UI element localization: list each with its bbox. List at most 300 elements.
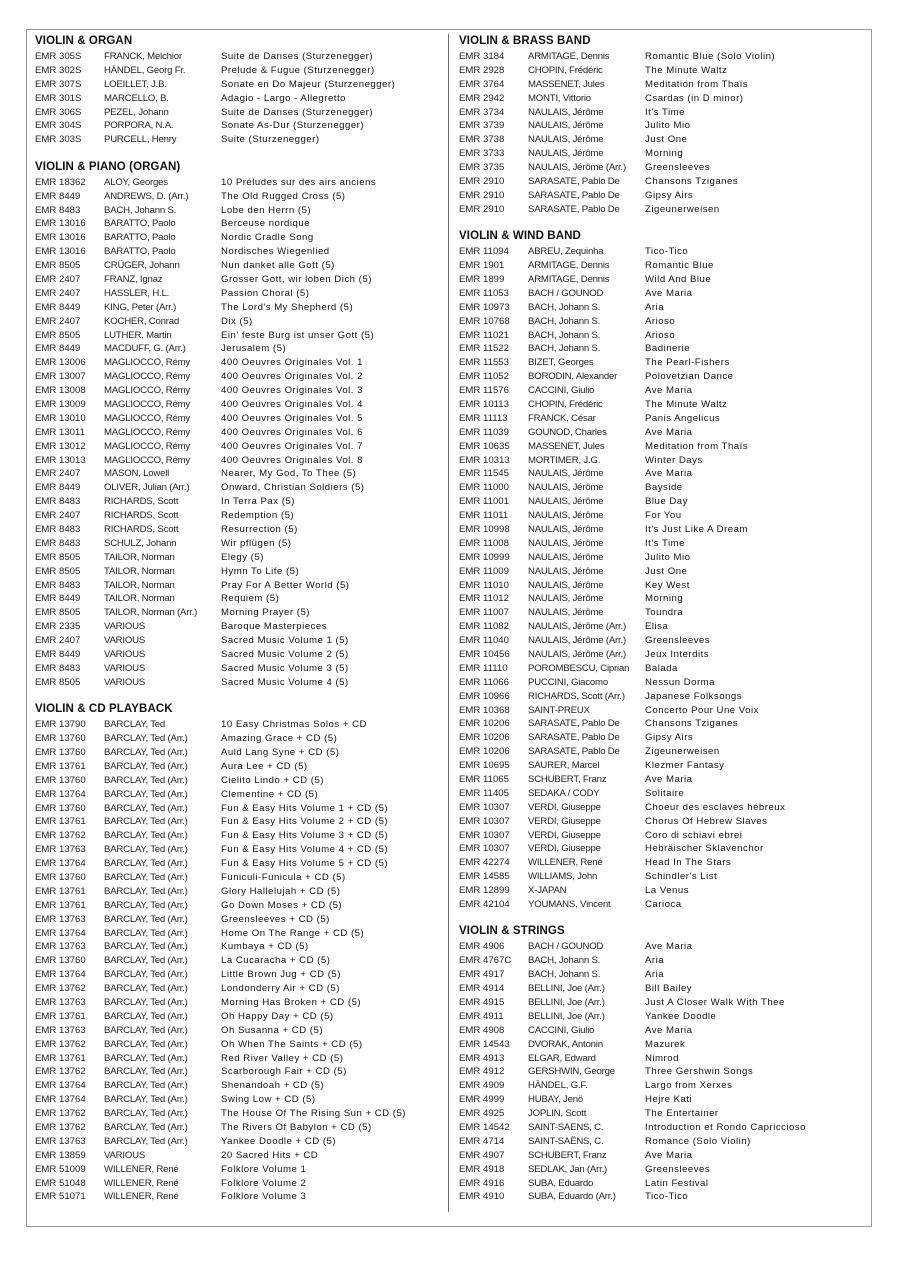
- catalog-composer: SARASATE, Pablo De: [528, 189, 620, 201]
- catalog-row: [459, 342, 864, 356]
- column-divider: [448, 34, 449, 1212]
- catalog-composer: BACH, Johann S.: [528, 301, 601, 313]
- catalog-composer: NAULAIS, Jérôme: [528, 524, 604, 535]
- catalog-title: Morning Prayer (5): [221, 607, 310, 619]
- catalog-title: Romantic Blue: [645, 260, 714, 272]
- catalog-composer: MAGLIOCCO, Rémy: [104, 385, 191, 397]
- catalog-title: The Minute Waltz: [645, 64, 728, 76]
- catalog-composer: BARCLAY, Ted (Arr.): [104, 746, 188, 758]
- catalog-row: [459, 773, 864, 787]
- catalog-row: [35, 1149, 440, 1163]
- catalog-composer: WILLENER, René: [528, 857, 603, 869]
- catalog-title: Badinerie: [645, 343, 691, 355]
- catalog-title: It's Time: [645, 106, 685, 118]
- catalog-composer: BACH, Johann S.: [104, 204, 177, 216]
- catalog-code: EMR 13007: [35, 371, 86, 383]
- catalog-title: Ave Maria: [645, 385, 693, 397]
- catalog-composer: SAINT-SAËNS, C.: [528, 1135, 604, 1147]
- catalog-title: Sacred Music Volume 3 (5): [221, 662, 349, 674]
- catalog-row: [459, 203, 864, 217]
- catalog-title: Amazing Grace + CD (5): [221, 733, 338, 745]
- catalog-code: EMR 8483: [35, 524, 81, 535]
- section-heading: VIOLIN & PIANO (ORGAN): [35, 160, 181, 173]
- catalog-composer: VARIOUS: [104, 649, 146, 661]
- catalog-composer: NAULAIS, Jérôme: [528, 565, 604, 577]
- catalog-composer: BARCLAY, Ted (Arr.): [104, 1038, 188, 1050]
- catalog-code: EMR 13760: [35, 774, 86, 786]
- catalog-title: Londonderry Air + CD (5): [221, 983, 340, 995]
- catalog-composer: VERDI, Giuseppe: [528, 829, 601, 841]
- catalog-title: 400 Oeuvres Originales Vol. 5: [221, 412, 363, 424]
- catalog-row: [35, 287, 440, 301]
- catalog-row: [35, 760, 440, 774]
- catalog-title: Go Down Moses + CD (5): [221, 899, 343, 911]
- catalog-title: Aria: [645, 955, 665, 967]
- catalog-row: [35, 829, 440, 843]
- catalog-title: Carioca: [645, 899, 682, 911]
- catalog-title: Three Gershwin Songs: [645, 1066, 754, 1078]
- catalog-code: EMR 13760: [35, 746, 86, 758]
- catalog-row: [459, 759, 864, 773]
- catalog-code: EMR 8483: [35, 204, 81, 216]
- catalog-title: Suite de Danses (Sturzenegger): [221, 106, 374, 118]
- catalog-title: Nordic Cradle Song: [221, 232, 314, 244]
- catalog-row: [459, 1079, 864, 1093]
- catalog-composer: RICHARDS, Scott: [104, 496, 179, 508]
- catalog-code: EMR 13008: [35, 385, 86, 397]
- catalog-composer: NAULAIS, Jérôme: [528, 482, 604, 494]
- catalog-title: Chansons Tziganes: [645, 718, 739, 730]
- catalog-row: [459, 147, 864, 161]
- catalog-row: [459, 1065, 864, 1079]
- catalog-composer: BARCLAY, Ted (Arr.): [104, 774, 188, 786]
- catalog-code: EMR 12899: [459, 885, 510, 897]
- catalog-title: Morning: [645, 148, 684, 160]
- catalog-title: 400 Oeuvres Originales Vol. 6: [221, 426, 363, 438]
- catalog-composer: NAULAIS, Jérôme (Arr.): [528, 162, 626, 174]
- catalog-composer: BARATTO, Paolo: [104, 232, 176, 244]
- catalog-title: Tico-Tico: [645, 1191, 689, 1203]
- catalog-title: Little Brown Jug + CD (5): [221, 969, 341, 981]
- catalog-title: Suite (Sturzenegger): [221, 134, 320, 146]
- catalog-title: The Old Rugged Cross (5): [221, 190, 346, 202]
- catalog-title: Just A Closer Walk With Thee: [645, 997, 785, 1008]
- catalog-row: [459, 940, 864, 954]
- catalog-title: Key West: [645, 579, 690, 591]
- catalog-title: Redemption (5): [221, 510, 295, 522]
- catalog-code: EMR 10206: [459, 746, 510, 758]
- catalog-composer: NAULAIS, Jérôme (Arr.): [528, 649, 626, 661]
- catalog-title: Oh Happy Day + CD (5): [221, 1010, 334, 1022]
- catalog-title: The Entertainer: [645, 1108, 719, 1120]
- catalog-code: EMR 8449: [35, 301, 81, 313]
- catalog-row: [459, 1135, 864, 1149]
- catalog-composer: NAULAIS, Jérôme (Arr.): [528, 621, 626, 633]
- catalog-row: [459, 579, 864, 593]
- catalog-row: [35, 1038, 440, 1052]
- catalog-row: [35, 676, 440, 690]
- catalog-row: [459, 64, 864, 78]
- catalog-row: [459, 259, 864, 273]
- catalog-row: [459, 78, 864, 92]
- catalog-code: EMR 13763: [35, 1135, 86, 1147]
- section-heading: VIOLIN & CD PLAYBACK: [35, 703, 173, 716]
- catalog-title: Jerusalem (5): [221, 343, 287, 355]
- catalog-code: EMR 3739: [459, 120, 505, 132]
- catalog-code: EMR 8505: [35, 676, 81, 688]
- catalog-title: Klezmer Fantasy: [645, 760, 725, 772]
- catalog-code: EMR 10368: [459, 704, 510, 716]
- catalog-title: Sacred Music Volume 1 (5): [221, 635, 349, 647]
- catalog-row: [459, 620, 864, 634]
- catalog-title: Greensleeves: [645, 1163, 711, 1175]
- catalog-row: [35, 190, 440, 204]
- catalog-row: [35, 592, 440, 606]
- section-violin-organ: [35, 34, 440, 147]
- catalog-row: [35, 1135, 440, 1149]
- catalog-composer: SEDLAK, Jan (Arr.): [528, 1163, 608, 1175]
- catalog-code: EMR 8505: [35, 565, 81, 577]
- catalog-code: EMR 2407: [35, 315, 81, 327]
- catalog-composer: BARCLAY, Ted (Arr.): [104, 788, 188, 800]
- catalog-row: [35, 384, 440, 398]
- catalog-composer: HÄNDEL, G.F.: [528, 1080, 588, 1092]
- catalog-row: [459, 856, 864, 870]
- catalog-composer: WILLENER, René: [104, 1177, 179, 1189]
- catalog-title: Nessun Dorma: [645, 676, 715, 688]
- catalog-code: EMR 301S: [35, 92, 82, 104]
- catalog-composer: MAGLIOCCO, Rémy: [104, 398, 191, 410]
- catalog-code: EMR 11011: [459, 510, 509, 522]
- catalog-title: Berceuse nordique: [221, 218, 311, 230]
- catalog-composer: MAGLIOCCO, Rémy: [104, 454, 191, 466]
- catalog-composer: YOUMANS, Vincent: [528, 899, 611, 911]
- catalog-code: EMR 3733: [459, 148, 505, 160]
- catalog-code: EMR 10307: [459, 815, 510, 827]
- catalog-row: [35, 315, 440, 329]
- catalog-composer: NAULAIS, Jérôme: [528, 120, 604, 132]
- catalog-title: Folklore Volume 3: [221, 1191, 307, 1203]
- catalog-title: Elisa: [645, 621, 669, 633]
- catalog-code: EMR 14543: [459, 1038, 510, 1050]
- catalog-code: EMR 1899: [459, 273, 505, 285]
- catalog-row: [35, 176, 440, 190]
- catalog-composer: HASSLER, H.L.: [104, 287, 170, 299]
- catalog-code: EMR 8505: [35, 260, 81, 272]
- catalog-code: EMR 13762: [35, 1122, 86, 1134]
- catalog-composer: PURCELL, Henry: [104, 134, 177, 146]
- catalog-row: [459, 398, 864, 412]
- catalog-composer: RICHARDS, Scott: [104, 510, 179, 522]
- catalog-title: Ave Maria: [645, 774, 693, 786]
- catalog-composer: SARASATE, Pablo De: [528, 176, 620, 188]
- catalog-row: [35, 398, 440, 412]
- catalog-code: EMR 8449: [35, 343, 81, 355]
- catalog-title: 20 Sacred Hits + CD: [221, 1149, 319, 1161]
- catalog-composer: BARCLAY, Ted (Arr.): [104, 969, 188, 981]
- catalog-code: EMR 8505: [35, 551, 81, 563]
- catalog-title: 400 Oeuvres Originales Vol. 8: [221, 454, 363, 466]
- catalog-code: EMR 13762: [35, 1108, 86, 1120]
- catalog-row: [459, 801, 864, 815]
- catalog-row: [35, 662, 440, 676]
- catalog-title: Fun & Easy Hits Volume 1 + CD (5): [221, 802, 389, 814]
- catalog-code: EMR 4915: [459, 997, 505, 1008]
- catalog-code: EMR 13006: [35, 357, 86, 369]
- catalog-row: [35, 954, 440, 968]
- catalog-title: Swing Low + CD (5): [221, 1094, 316, 1106]
- catalog-title: Julito Mio: [645, 120, 691, 132]
- catalog-code: EMR 11040: [459, 635, 509, 647]
- catalog-title: Ave Maria: [645, 1024, 693, 1036]
- catalog-code: EMR 306S: [35, 106, 82, 118]
- catalog-row: [459, 982, 864, 996]
- catalog-title: Kumbaya + CD (5): [221, 941, 309, 953]
- catalog-title: Yankee Doodle: [645, 1010, 717, 1022]
- catalog-title: Adagio - Largo - Allegretto: [221, 92, 346, 104]
- catalog-composer: SAINT-PREUX: [528, 704, 590, 716]
- catalog-title: 400 Oeuvres Originales Vol. 3: [221, 385, 363, 397]
- catalog-title: Gipsy Airs: [645, 189, 694, 201]
- catalog-row: [459, 301, 864, 315]
- catalog-code: EMR 13760: [35, 802, 86, 814]
- catalog-code: EMR 51009: [35, 1163, 86, 1175]
- catalog-composer: BARCLAY, Ted (Arr.): [104, 802, 188, 814]
- catalog-row: [35, 1163, 440, 1177]
- catalog-composer: TAILOR, Norman: [104, 565, 175, 577]
- catalog-row: [35, 802, 440, 816]
- catalog-composer: HUBAY, Jenö: [528, 1094, 584, 1106]
- catalog-composer: VERDI, Giuseppe: [528, 801, 601, 813]
- catalog-code: EMR 11001: [459, 496, 509, 508]
- catalog-title: Blue Day: [645, 496, 688, 508]
- catalog-row: [35, 788, 440, 802]
- catalog-composer: NAULAIS, Jérôme: [528, 106, 604, 118]
- catalog-title: The Lord's My Shepherd (5): [221, 301, 354, 313]
- catalog-code: EMR 4910: [459, 1191, 505, 1203]
- catalog-code: EMR 2928: [459, 64, 505, 76]
- catalog-composer: SARASATE, Pablo De: [528, 203, 620, 215]
- catalog-code: EMR 8449: [35, 649, 81, 661]
- catalog-row: [459, 592, 864, 606]
- catalog-title: The Minute Waltz: [645, 398, 728, 410]
- catalog-row: [459, 287, 864, 301]
- catalog-composer: DVORAK, Antonin: [528, 1038, 603, 1050]
- catalog-row: [459, 829, 864, 843]
- catalog-composer: BARCLAY, Ted (Arr.): [104, 1024, 188, 1036]
- catalog-title: Ave Maria: [645, 1149, 693, 1161]
- catalog-code: EMR 2407: [35, 510, 81, 522]
- catalog-row: [459, 467, 864, 481]
- catalog-code: EMR 10206: [459, 732, 510, 744]
- catalog-composer: SARASATE, Pablo De: [528, 718, 620, 730]
- catalog-composer: BACH, Johann S.: [528, 329, 601, 341]
- catalog-title: Nearer, My God, To Thee (5): [221, 468, 357, 480]
- catalog-code: EMR 13763: [35, 997, 86, 1008]
- catalog-title: Bayside: [645, 482, 683, 494]
- catalog-code: EMR 10113: [459, 398, 509, 410]
- catalog-composer: MAGLIOCCO, Rémy: [104, 412, 191, 424]
- catalog-row: [459, 634, 864, 648]
- catalog-title: Romance (Solo Violin): [645, 1135, 751, 1147]
- catalog-row: [35, 1107, 440, 1121]
- left-column: [35, 34, 440, 1217]
- catalog-title: 10 Préludes sur des airs anciens: [221, 176, 377, 188]
- catalog-title: Folklore Volume 2: [221, 1177, 307, 1189]
- catalog-row: [459, 898, 864, 912]
- catalog-composer: VARIOUS: [104, 621, 146, 633]
- catalog-row: [35, 495, 440, 509]
- catalog-code: EMR 10206: [459, 718, 510, 730]
- catalog-composer: WILLIAMS, John: [528, 871, 598, 883]
- catalog-composer: BARCLAY, Ted (Arr.): [104, 1066, 188, 1078]
- catalog-composer: NAULAIS, Jérôme: [528, 510, 604, 522]
- catalog-code: EMR 1901: [459, 260, 505, 272]
- catalog-row: [459, 50, 864, 64]
- catalog-title: Ave Maria: [645, 941, 693, 953]
- catalog-code: EMR 42274: [459, 857, 510, 869]
- catalog-row: [459, 106, 864, 120]
- catalog-title: Meditation from Thaïs: [645, 78, 749, 90]
- catalog-row: [35, 50, 440, 64]
- catalog-composer: PEZEL, Johann: [104, 106, 169, 118]
- catalog-row: [35, 982, 440, 996]
- catalog-title: Glory Hallelujah + CD (5): [221, 885, 341, 897]
- catalog-title: Passion Choral (5): [221, 287, 310, 299]
- catalog-row: [459, 481, 864, 495]
- catalog-composer: SAINT-SAENS, C.: [528, 1122, 604, 1134]
- catalog-title: Greensleeves + CD (5): [221, 913, 330, 925]
- catalog-row: [459, 92, 864, 106]
- catalog-code: EMR 4912: [459, 1066, 505, 1078]
- catalog-title: Chorus Of Hebrew Slaves: [645, 815, 768, 827]
- catalog-title: Oh Susanna + CD (5): [221, 1024, 324, 1036]
- catalog-title: Arioso: [645, 329, 676, 341]
- section-violin-wind-band: [459, 229, 864, 912]
- catalog-code: EMR 4714: [459, 1135, 505, 1147]
- catalog-code: EMR 11094: [459, 246, 509, 258]
- section-violin-strings: [459, 924, 864, 1204]
- catalog-title: 10 Easy Christmas Solos + CD: [221, 719, 367, 731]
- catalog-code: EMR 4907: [459, 1149, 505, 1161]
- catalog-code: EMR 13760: [35, 871, 86, 883]
- catalog-row: [459, 1190, 864, 1204]
- catalog-code: EMR 13016: [35, 218, 86, 230]
- catalog-composer: MAGLIOCCO, Rémy: [104, 371, 191, 383]
- catalog-row: [35, 940, 440, 954]
- catalog-composer: SCHUBERT, Franz: [528, 1149, 607, 1161]
- catalog-composer: BELLINI, Joe (Arr.): [528, 1010, 605, 1022]
- catalog-code: EMR 4911: [459, 1010, 504, 1022]
- catalog-title: Zigeunerweisen: [645, 746, 720, 758]
- catalog-code: EMR 4916: [459, 1177, 505, 1189]
- catalog-row: [35, 1121, 440, 1135]
- catalog-row: [35, 899, 440, 913]
- catalog-code: EMR 13762: [35, 1038, 86, 1050]
- catalog-code: EMR 303S: [35, 134, 82, 146]
- catalog-row: [35, 1177, 440, 1191]
- catalog-code: EMR 8449: [35, 482, 81, 494]
- catalog-composer: MAGLIOCCO, Rémy: [104, 426, 191, 438]
- catalog-title: Auld Lang Syne + CD (5): [221, 746, 340, 758]
- catalog-row: [459, 648, 864, 662]
- catalog-composer: BARCLAY, Ted (Arr.): [104, 941, 188, 953]
- catalog-composer: HÄNDEL, Georg Fr.: [104, 64, 186, 76]
- catalog-title: Oh When The Saints + CD (5): [221, 1038, 363, 1050]
- section-violin-cd-playback: [35, 702, 440, 1204]
- catalog-composer: NAULAIS, Jérôme (Arr.): [528, 635, 626, 647]
- catalog-composer: MAGLIOCCO, Rémy: [104, 440, 191, 452]
- section-violin-piano-organ: [35, 160, 440, 690]
- catalog-row: [35, 78, 440, 92]
- catalog-code: EMR 13761: [35, 1010, 86, 1022]
- catalog-row: [35, 565, 440, 579]
- catalog-composer: SEDAKA / CODY: [528, 787, 600, 799]
- right-column: [459, 34, 864, 1217]
- catalog-code: EMR 4908: [459, 1024, 505, 1036]
- catalog-row: [35, 606, 440, 620]
- catalog-code: EMR 4917: [459, 969, 505, 981]
- catalog-code: EMR 11066: [459, 676, 509, 688]
- catalog-composer: BACH, Johann S.: [528, 969, 601, 981]
- catalog-title: Wild And Blue: [645, 273, 712, 285]
- catalog-composer: SCHULZ, Johann: [104, 537, 177, 549]
- catalog-row: [459, 884, 864, 898]
- catalog-row: [459, 954, 864, 968]
- catalog-title: Polovetzian Dance: [645, 371, 734, 383]
- section-heading: VIOLIN & BRASS BAND: [459, 35, 591, 47]
- catalog-code: EMR 2407: [35, 635, 81, 647]
- catalog-title: Greensleeves: [645, 162, 711, 174]
- catalog-code: EMR 10307: [459, 829, 510, 841]
- catalog-composer: ANDREWS, D. (Arr.): [104, 190, 189, 202]
- catalog-composer: POROMBESCU, Ciprian: [528, 662, 630, 674]
- catalog-row: [459, 704, 864, 718]
- catalog-composer: ALOY, Georges: [104, 176, 168, 188]
- catalog-composer: SARASATE, Pablo De: [528, 746, 620, 758]
- catalog-code: EMR 13009: [35, 398, 86, 410]
- catalog-composer: BARCLAY, Ted (Arr.): [104, 1108, 188, 1120]
- catalog-code: EMR 10999: [459, 551, 510, 563]
- catalog-composer: MORTIMER, J.G.: [528, 454, 601, 466]
- catalog-title: For You: [645, 510, 682, 522]
- catalog-code: EMR 10307: [459, 801, 510, 813]
- catalog-row: [459, 968, 864, 982]
- catalog-code: EMR 3734: [459, 106, 505, 118]
- catalog-code: EMR 11009: [459, 565, 509, 577]
- catalog-title: Nordisches Wiegenlied: [221, 246, 330, 258]
- catalog-code: EMR 3184: [459, 51, 505, 62]
- catalog-row: [35, 301, 440, 315]
- catalog-title: Chansons Tziganes: [645, 176, 739, 188]
- catalog-title: Shenandoah + CD (5): [221, 1080, 325, 1092]
- catalog-title: Dix (5): [221, 315, 253, 327]
- catalog-composer: CACCINI, Giulio: [528, 385, 595, 397]
- catalog-code: EMR 4767C: [459, 955, 512, 967]
- catalog-code: EMR 18362: [35, 176, 86, 188]
- catalog-composer: NAULAIS, Jérôme: [528, 468, 604, 480]
- catalog-code: EMR 13761: [35, 885, 86, 897]
- catalog-composer: CHOPIN, Frédéric: [528, 398, 603, 410]
- catalog-composer: WILLENER, René: [104, 1163, 179, 1175]
- catalog-title: Suite de Danses (Sturzenegger): [221, 51, 374, 62]
- catalog-row: [459, 1038, 864, 1052]
- catalog-code: EMR 4914: [459, 983, 505, 995]
- section-heading: VIOLIN & STRINGS: [459, 925, 565, 938]
- catalog-composer: BELLINI, Joe (Arr.): [528, 983, 605, 995]
- catalog-composer: SCHUBERT, Franz: [528, 774, 607, 786]
- catalog-code: EMR 4918: [459, 1163, 505, 1175]
